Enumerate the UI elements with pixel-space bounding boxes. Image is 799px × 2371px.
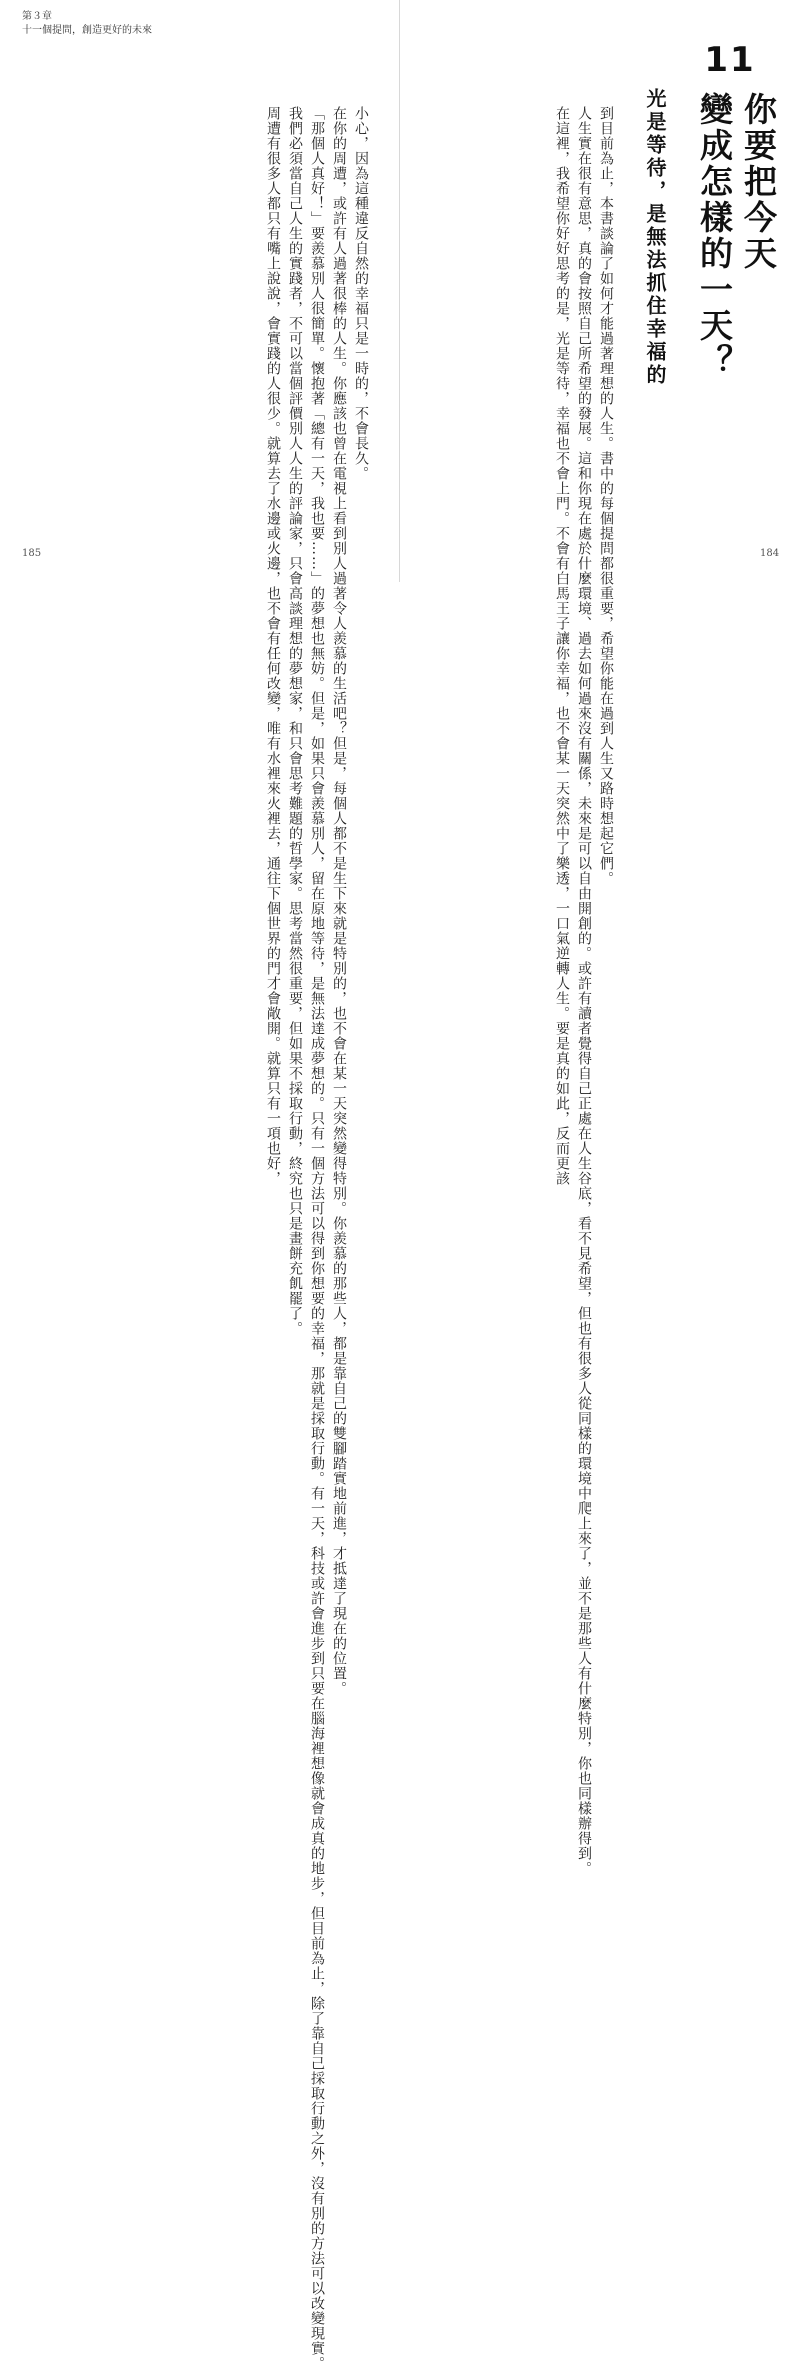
- chapter-subtitle: 光是等待，是無法抓住幸福的: [643, 88, 667, 387]
- page-number-right: 184: [760, 548, 780, 559]
- left-paragraph-3: 「那個人真好！」要羨慕別人很簡單。懷抱著「總有一天，我也要……」的夢想也無妨。但是，如果只會羨慕別人，留在原地等待，是無法達成夢想的。只有一個方法可以得到你想要的幸福，那就是採取行動。有一天，科技或許會進步到只要在腦海裡想像就會成真的地步，但目前為止，除了靠自己採取行動之外，沒有別的方法可以改變現實。: [309, 106, 325, 2371]
- left-paragraph-1: 小心，因為這種違反自然的幸福只是一時的，不會長久。: [353, 106, 369, 481]
- left-paragraph-2: 在你的周遭，或許有人過著很棒的人生。你應該也曾在電視上看到別人過著令人羨慕的生活吧？但是，每個人都不是生下來就是特別的，也不會在某一天突然變得特別。你羨慕的那些人，都是靠自己的雙腳踏實地前進，才抵達了現在的位置。: [331, 106, 347, 1696]
- left-paragraph-5: 周遭有很多人都只有嘴上說說，會實踐的人很少。就算去了水邊或火邊，也不會有任何改變，唯有水裡來火裡去，通往下個世界的門才會敞開。就算只有一項也好，: [265, 106, 281, 1186]
- running-head-chapter: 第３章: [22, 11, 52, 22]
- right-paragraph-1: 到目前為止，本書談論了如何才能過著理想的人生。書中的每個提問都很重要，希望你能在過到人生又路時想起它們。: [598, 106, 614, 886]
- running-head: [22, 10, 152, 38]
- chapter-title: [680, 92, 780, 422]
- left-page-body: [62, 78, 372, 2371]
- chapter-title-line-1: 你要把今天: [739, 92, 778, 272]
- right-page-body: [445, 78, 617, 1876]
- page-number-left: 185: [22, 548, 42, 559]
- right-paragraph-2: 人生實在很有意思，真的會按照自己所希望的發展。這和你現在處於什麼環境、過去如何過來沒有關係，未來是可以自由開創的。或許有讀者覺得自己正處在人生谷底，看不見希望，但也有很多人從同樣的環境中爬上來了，並不是那些人有什麼特別，你也同樣辦得到。: [576, 106, 592, 1876]
- right-paragraph-3: 在這裡，我希望你好好思考的是，光是等待，幸福也不會上門。不會有白馬王子讓你幸福，也不會某一天突然中了樂透，一口氣逆轉人生。要是真的如此，反而更該: [554, 106, 570, 1186]
- left-paragraph-4: 我們必須當自己人生的實踐者，不可以當個評價別人人生的評論家，只會高談理想的夢想家，和只會思考難題的哲學家。思考當然很重要，但如果不採取行動，終究也只是畫餅充飢罷了。: [287, 106, 303, 1336]
- chapter-title-line-2: 變成怎樣的一天？: [695, 92, 734, 380]
- chapter-number: 11: [704, 40, 756, 80]
- page-gutter: [399, 0, 400, 582]
- running-head-title: 十一個提問，創造更好的未來: [22, 25, 152, 36]
